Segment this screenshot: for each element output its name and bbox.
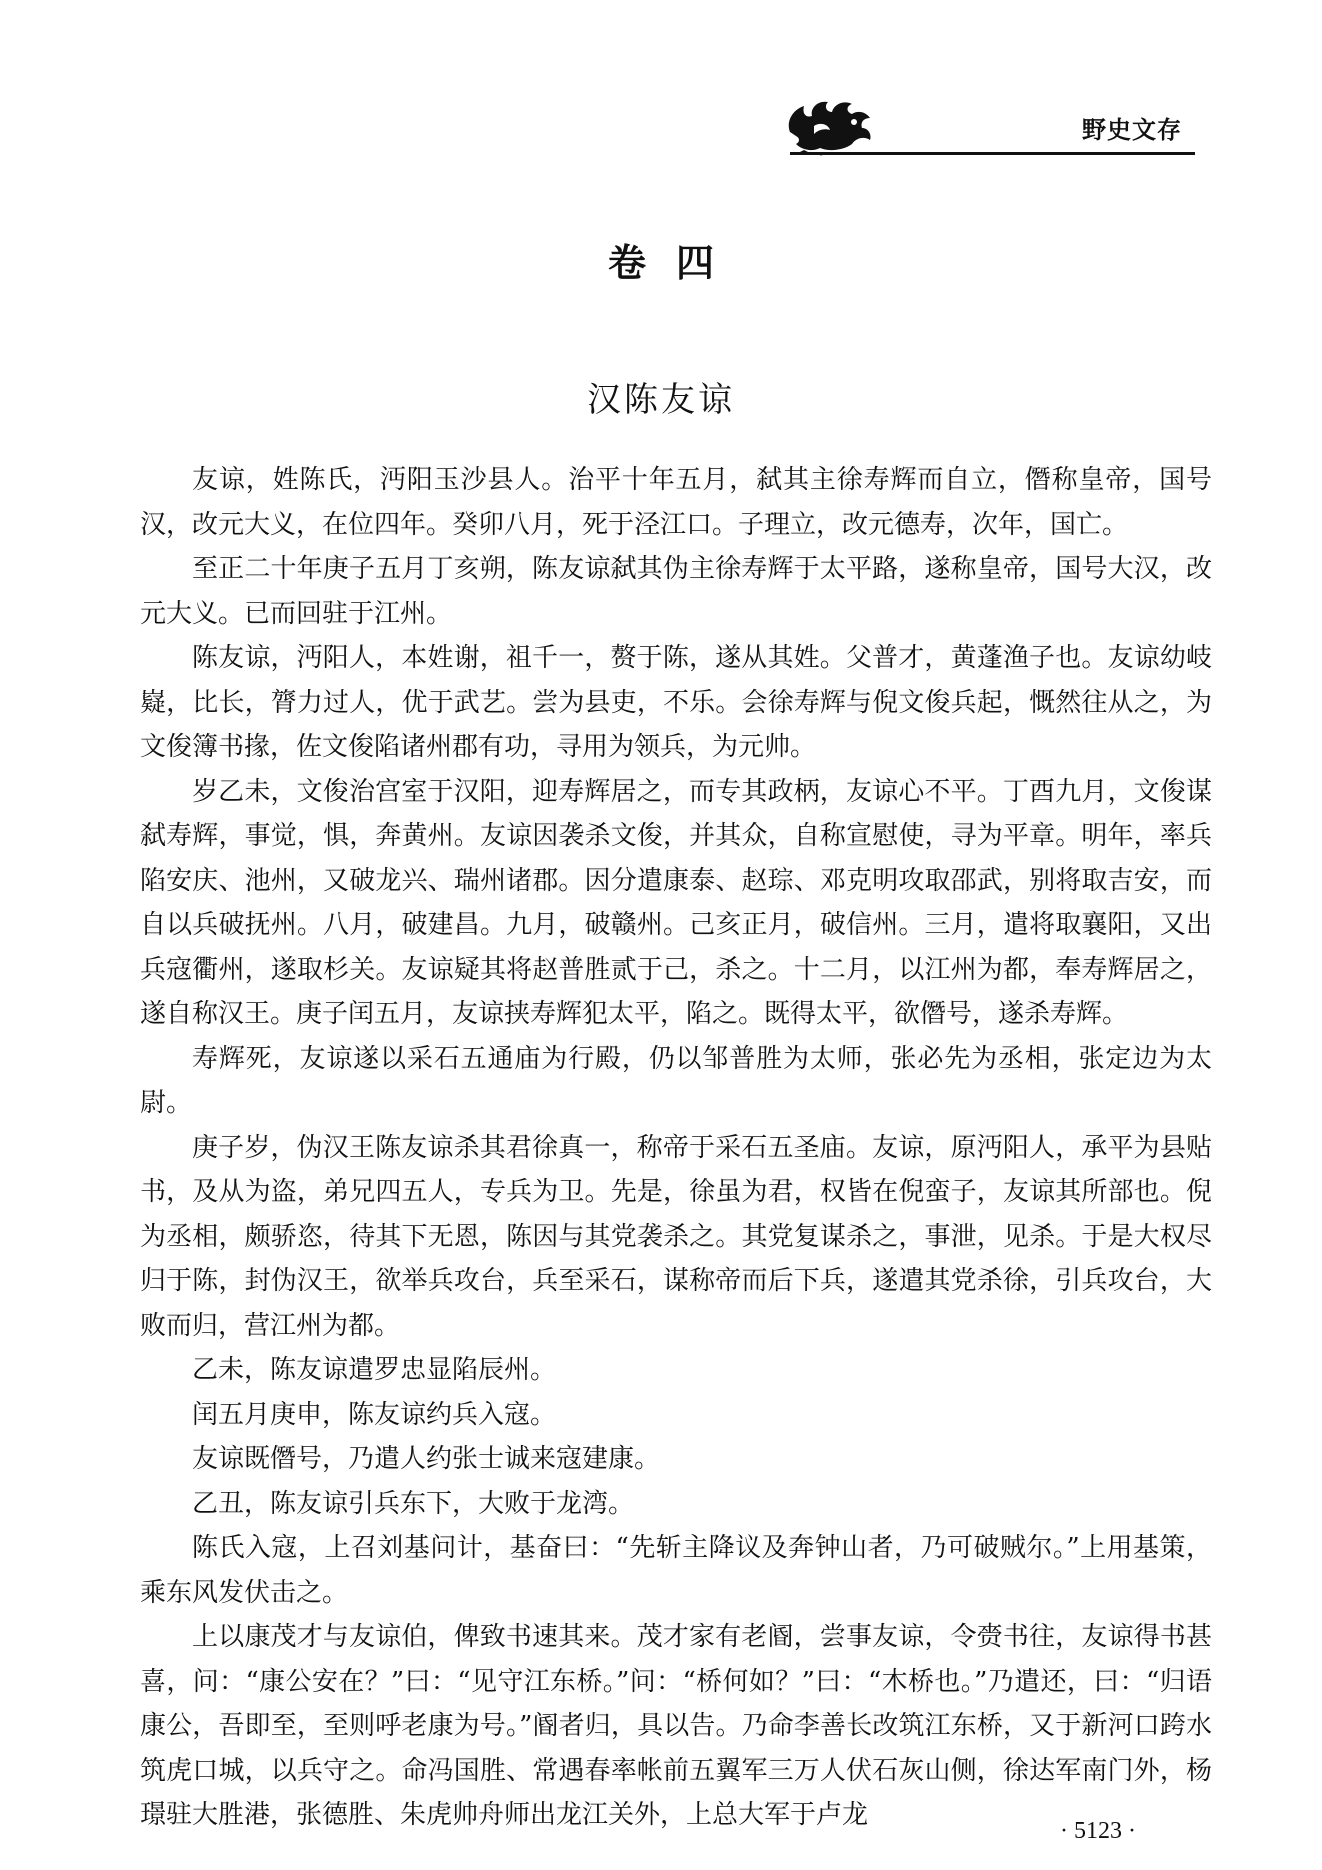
- page-number: · 5123 ·: [1060, 1818, 1136, 1844]
- page-header: [0, 0, 1322, 160]
- series-title: 野史文存: [1082, 116, 1182, 144]
- paragraph: 至正二十年庚子五月丁亥朔，陈友谅弑其伪主徐寿辉于太平路，遂称皇帝，国号大汉，改元大义。已而回驻于江州。: [140, 554, 1212, 629]
- paragraph: 友谅，姓陈氏，沔阳玉沙县人。治平十年五月，弑其主徐寿辉而自立，僭称皇帝，国号汉，改元大义，在位四年。癸卯八月，死于泾江口。子理立，改元德寿，次年，国亡。: [140, 465, 1212, 540]
- paragraph: 陈氏入寇，上召刘基问计，基奋曰：“先斩主降议及奔钟山者，乃可破贼尔。”上用基策，乘东风发伏击之。: [140, 1533, 1212, 1608]
- volume-title: 卷四: [607, 241, 744, 285]
- paragraph: 岁乙未，文俊治宫室于汉阳，迎寿辉居之，而专其政柄，友谅心不平。丁酉九月，文俊谋弑寿辉，事觉，惧，奔黄州。友谅因袭杀文俊，并其众，自称宣慰使，寻为平章。明年，率兵陷安庆、池州，又破龙兴、瑞州诸郡。因分遣康泰、赵琮、邓克明攻取邵武，别将取吉安，而自以兵破抚州。八月，破建昌。九月，破赣州。己亥正月，破信州。三月，遣将取襄阳，又出兵寇衢州，遂取杉关。友谅疑其将赵普胜贰于己，杀之。十二月，以江州为都，奉寿辉居之，遂自称汉王。庚子闰五月，友谅挟寿辉犯太平，陷之。既得太平，欲僭号，遂杀寿辉。: [140, 776, 1212, 1029]
- paragraph: 庚子岁，伪汉王陈友谅杀其君徐真一，称帝于采石五圣庙。友谅，原沔阳人，承平为县贴书，及从为盗，弟兄四五人，专兵为卫。先是，徐虽为君，权皆在倪蛮子，友谅其所部也。倪为丞相，颇骄恣，待其下无恩，陈因与其党袭杀之。其党复谋杀之，事泄，见杀。于是大权尽归于陈，封伪汉王，欲举兵攻台，兵至采石，谋称帝而后下兵，遂遣其党杀徐，引兵攻台，大败而归，营江州为都。: [140, 1132, 1212, 1341]
- paragraph: 闰五月庚申，陈友谅约兵入寇。: [192, 1399, 557, 1430]
- body-text: [140, 458, 1212, 1838]
- paragraph: 友谅既僭号，乃遣人约张士诚来寇建康。: [192, 1444, 661, 1474]
- header-divider: [790, 152, 1195, 155]
- paragraph: 寿辉死，友谅遂以采石五通庙为行殿，仍以邹普胜为太师，张必先为丞相，张定边为太尉。: [140, 1043, 1212, 1118]
- chapter-title: 汉陈友谅: [587, 380, 735, 420]
- paragraph: 上以康茂才与友谅伯，俾致书速其来。茂才家有老阍，尝事友谅，令赍书往，友谅得书甚喜，问：“康公安在？”曰：“见守江东桥。”问：“桥何如？”曰：“木桥也。”乃遣还，曰：“归语康公，吾即至，至则呼老康为号。”阍者归，具以告。乃命李善长改筑江东桥，又于新河口跨水筑虎口城，以兵守之。命冯国胜、常遇春率帐前五翼军三万人伏石灰山侧，徐达军南门外，杨璟驻大胜港，张德胜、朱虎帅舟师出龙江关外，上总大军于卢龙: [140, 1622, 1212, 1830]
- dragon-emblem-icon: [784, 92, 876, 156]
- paragraph: 乙未，陈友谅遣罗忠显陷辰州。: [192, 1355, 557, 1385]
- paragraph: 陈友谅，沔阳人，本姓谢，祖千一，赘于陈，遂从其姓。父普才，黄蓬渔子也。友谅幼岐嶷，比长，膂力过人，优于武艺。尝为县吏，不乐。会徐寿辉与倪文俊兵起，慨然往从之，为文俊簿书掾，佐文俊陷诸州郡有功，寻用为领兵，为元帅。: [140, 643, 1212, 762]
- paragraph: 乙丑，陈友谅引兵东下，大败于龙湾。: [192, 1488, 635, 1519]
